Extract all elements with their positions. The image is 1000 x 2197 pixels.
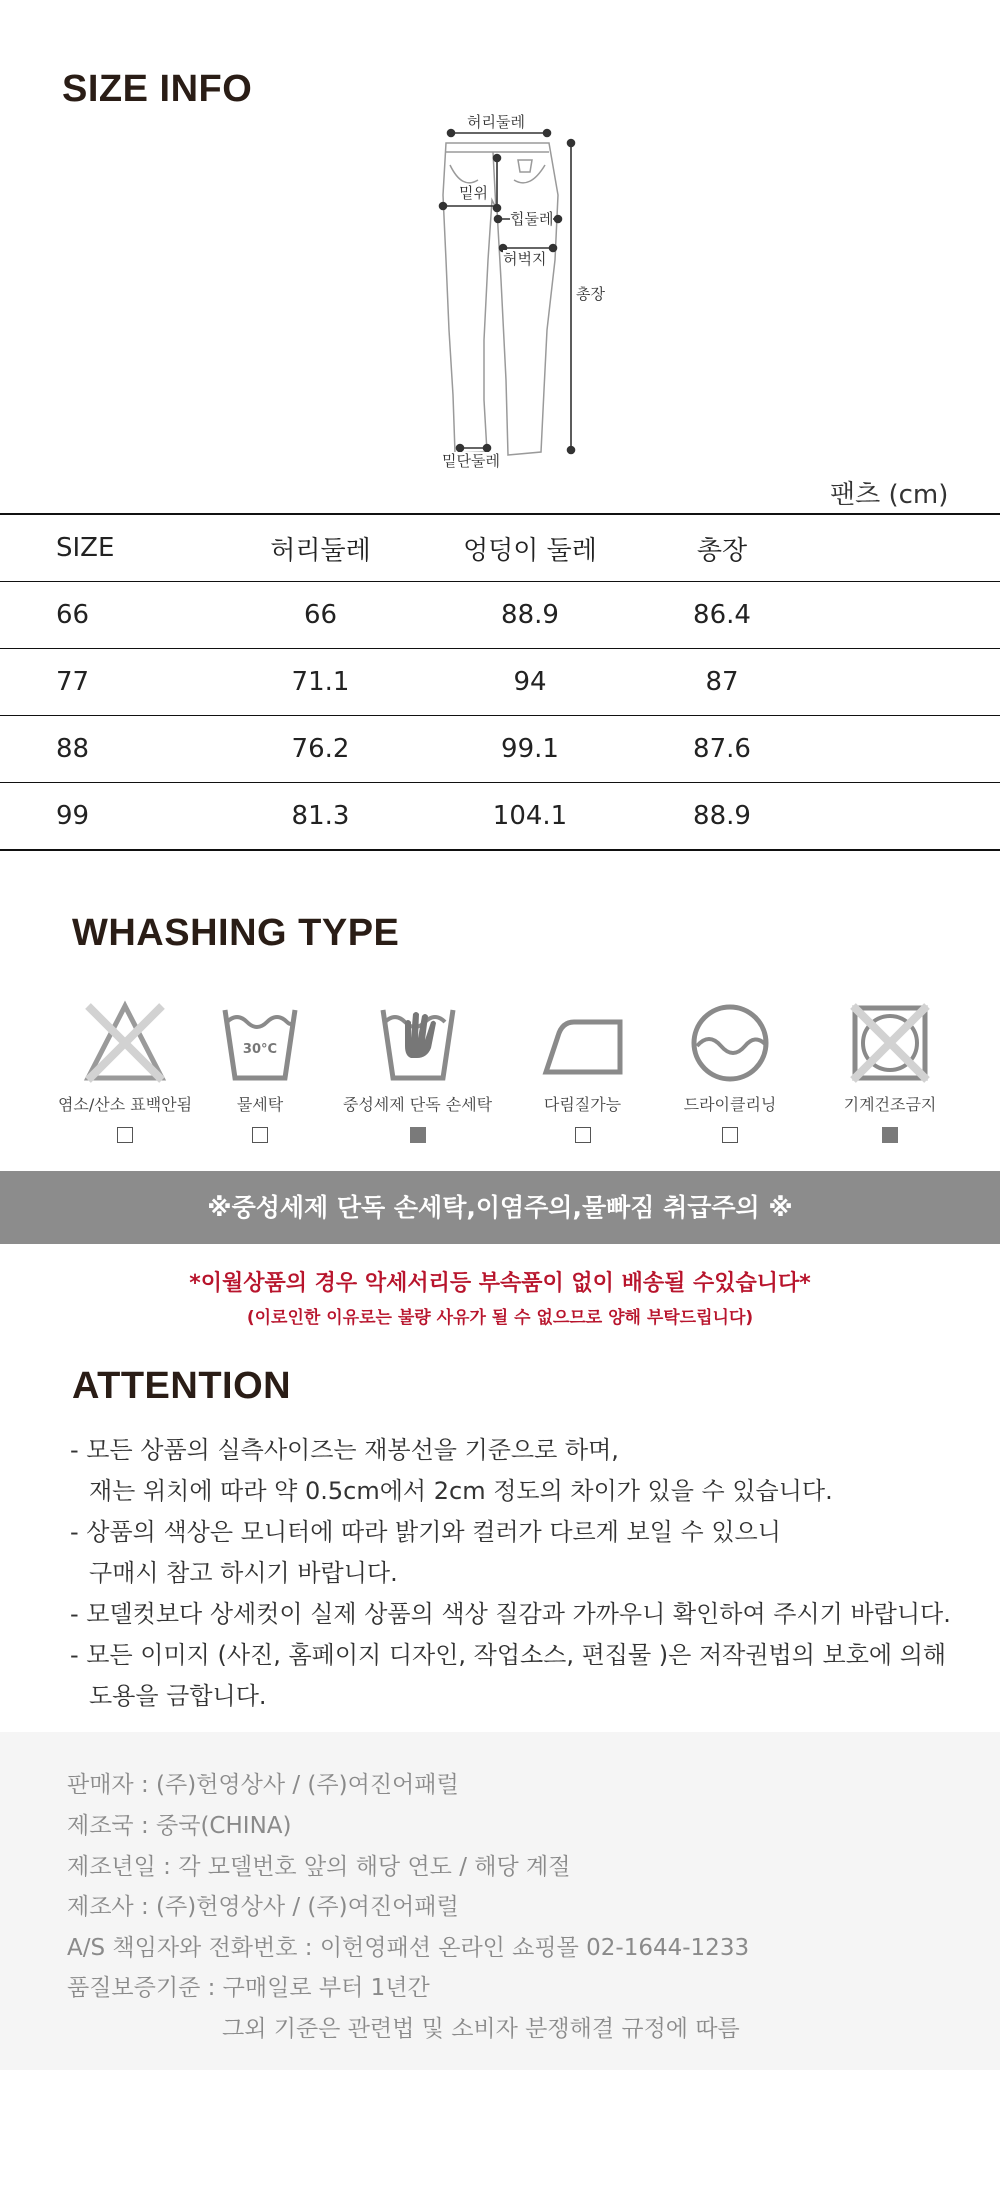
wash-label: 중성세제 단독 손세탁	[342, 1095, 493, 1114]
attention-title: ATTENTION	[72, 1365, 292, 1407]
wash-checkbox	[722, 1127, 738, 1143]
table-row	[0, 582, 1000, 649]
cell-size: 88	[56, 734, 90, 764]
dry-clean-icon	[687, 1000, 773, 1086]
cell-size: 66	[56, 600, 90, 630]
cell-length: 86.4	[693, 600, 751, 630]
cell-waist: 71.1	[291, 667, 350, 697]
cell-size: 99	[56, 801, 90, 831]
no-bleach-icon	[82, 1000, 168, 1086]
table-row	[0, 716, 1000, 783]
cell-hip: 94	[513, 667, 547, 697]
wash-checkbox-checked	[882, 1127, 898, 1143]
cell-hip: 88.9	[501, 600, 559, 630]
diagram-label-length: 총장	[576, 285, 605, 303]
attention-line: 재는 위치에 따라 약 0.5cm에서 2cm 정도의 차이가 있을 수 있습니다.	[89, 1477, 833, 1505]
diagram-label-hip: 힙둘레	[510, 210, 554, 228]
care-banner: ※중성세제 단독 손세탁,이염주의,물빠짐 취급주의 ※	[0, 1171, 1000, 1244]
pants-illustration	[0, 0, 1000, 480]
wash-item-no-bleach	[50, 1000, 200, 1143]
footer-line: 제조국 : 중국(CHINA)	[67, 1813, 292, 1839]
header-length: 총장	[696, 535, 748, 566]
wash-label: 다림질가능	[543, 1095, 622, 1114]
cell-length: 87.6	[693, 734, 751, 764]
hand-wash-icon	[375, 1000, 461, 1086]
wash-temperature: 30°C	[242, 1042, 278, 1057]
wash-label: 드라이클리닝	[683, 1095, 777, 1114]
wash-item-dry-clean	[665, 1000, 795, 1143]
footer-line: 그외 기준은 관련법 및 소비자 분쟁해결 규정에 따름	[222, 2016, 740, 2042]
seller-info-footer	[0, 1732, 1000, 2070]
cell-waist: 76.2	[291, 734, 350, 764]
wash-item-hand-wash	[330, 1000, 505, 1143]
footer-line: 판매자 : (주)헌영상사 / (주)여진어패럴	[67, 1772, 459, 1798]
wash-checkbox	[252, 1127, 268, 1143]
diagram-label-rise: 밑위	[459, 184, 488, 202]
wash-item-water-wash	[200, 1000, 320, 1143]
footer-line: A/S 책임자와 전화번호 : 이헌영패션 온라인 쇼핑몰 02-1644-1233	[67, 1935, 750, 1961]
size-table-header	[0, 514, 1000, 582]
size-unit: 팬츠 (cm)	[830, 480, 949, 510]
cell-waist: 66	[303, 600, 338, 630]
wash-checkbox	[117, 1127, 133, 1143]
wash-label: 물세탁	[236, 1095, 284, 1114]
table-row	[0, 649, 1000, 716]
pants-diagram	[0, 0, 1000, 480]
iron-icon	[540, 1000, 626, 1086]
size-table	[0, 513, 1000, 851]
header-size: SIZE	[56, 533, 115, 563]
attention-line: 구매시 참고 하시기 바랍니다.	[89, 1559, 398, 1587]
no-tumble-dry-icon	[847, 1000, 933, 1086]
diagram-label-waist: 허리둘레	[467, 113, 525, 131]
cell-length: 87	[705, 667, 739, 697]
wash-item-no-tumble-dry	[820, 1000, 960, 1143]
cell-length: 88.9	[693, 801, 751, 831]
attention-line: - 상품의 색상은 모니터에 따라 밝기와 컬러가 다르게 보일 수 있으니	[70, 1518, 781, 1546]
footer-line: 제조년일 : 각 모델번호 앞의 해당 연도 / 해당 계절	[67, 1854, 571, 1880]
attention-line: - 모든 이미지 (사진, 홈페이지 디자인, 작업소스, 편집물 )은 저작권법의 보호에 의해	[70, 1641, 947, 1669]
wash-label: 염소/산소 표백안됨	[57, 1095, 193, 1114]
cell-hip: 99.1	[501, 734, 559, 764]
cell-waist: 81.3	[291, 801, 350, 831]
wash-checkbox	[575, 1127, 591, 1143]
table-row	[0, 783, 1000, 851]
attention-line: - 모든 상품의 실측사이즈는 재봉선을 기준으로 하며,	[70, 1436, 619, 1464]
header-waist: 허리둘레	[270, 535, 371, 566]
cell-hip: 104.1	[492, 801, 568, 831]
attention-line: 도용을 금합니다.	[89, 1682, 267, 1710]
footer-line: 품질보증기준 : 구매일로 부터 1년간	[67, 1975, 430, 2001]
attention-list	[70, 1430, 951, 1717]
diagram-label-thigh: 허벅지	[503, 250, 547, 268]
wash-checkbox-checked	[410, 1127, 426, 1143]
wash-item-iron	[520, 1000, 645, 1143]
washing-title: WHASHING TYPE	[72, 912, 400, 954]
footer-line: 제조사 : (주)헌영상사 / (주)여진어패럴	[67, 1894, 459, 1920]
cell-size: 77	[56, 667, 90, 697]
diagram-label-hem: 밑단둘레	[442, 452, 500, 470]
header-hip: 엉덩이 둘레	[463, 535, 597, 566]
attention-line: - 모델컷보다 상세컷이 실제 상품의 색상 질감과 가까우니 확인하여 주시기 바랍니다.	[70, 1600, 951, 1628]
notice-line-1: *이월상품의 경우 악세서리등 부속품이 없이 배송될 수있습니다*	[189, 1271, 811, 1296]
notice-line-2: (이로인한 이유로는 불량 사유가 될 수 없으므로 양해 부탁드립니다)	[246, 1308, 754, 1328]
wash-label: 기계건조금지	[843, 1095, 937, 1114]
size-info-title: SIZE INFO	[62, 68, 253, 110]
